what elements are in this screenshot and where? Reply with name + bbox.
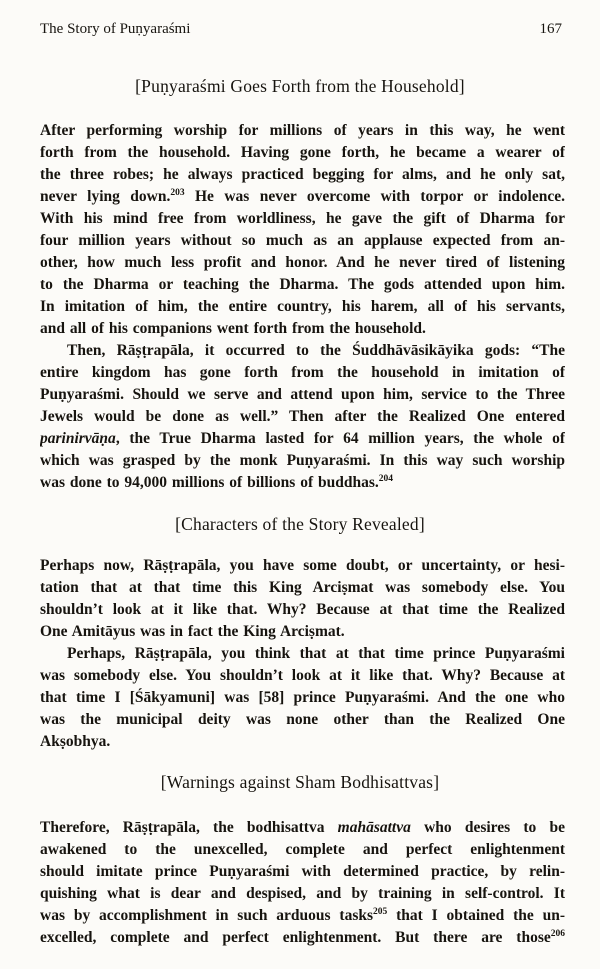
text-line: shouldn’t look at it like that. Why? Because at that time the Realized: [40, 601, 565, 618]
italic-term-parinirvana: parinirvāṇa: [40, 430, 116, 447]
text-segment: , the True Dharma lasted for 64 million years, the whole of: [115, 430, 565, 447]
text-segment: was done to 94,000 millions of billions of buddhas.: [40, 474, 379, 491]
text-segment: that I obtained the un-: [387, 907, 565, 924]
text-line: was somebody else. You shouldn’t look at it like that. Why? Because at: [40, 667, 565, 684]
text-line: to the Dharma or teaching the Dharma. The gods attended upon him.: [40, 276, 565, 293]
text-line: should imitate prince Puṇyaraśmi with determined practice, by relin-: [40, 863, 565, 880]
text-line: [40, 817, 565, 839]
text-segment: who desires to be: [410, 819, 565, 836]
italic-term-mahasattva: mahāsattva: [337, 819, 411, 836]
text-line: awakened to the unexcelled, complete and perfect enlightenment: [40, 841, 565, 858]
text-line: which was grasped by the monk Puṇyaraśmi. In this way such worship: [40, 452, 565, 469]
text-block-3: [0, 817, 600, 949]
text-line: and all of his companions went forth from the household.: [40, 320, 426, 337]
text-segment: was by accomplishment in such arduous tasks: [40, 907, 374, 924]
text-line: the three robes; he always practiced begging for alms, and he only sat,: [40, 166, 565, 183]
text-line: Perhaps now, Rāṣṭrapāla, you have some doubt, or uncertainty, or hesi-: [40, 557, 565, 574]
text-block-1: [0, 120, 600, 494]
text-line: [40, 905, 565, 927]
text-line: [40, 428, 565, 450]
text-line: quishing what is dear and despised, and by training in self-control. It: [40, 885, 565, 902]
text-line: Then, Rāṣṭrapāla, it occurred to the Śuddhāvāsikāyika gods: “The: [67, 342, 565, 359]
text-line: Puṇyaraśmi. Should we serve and attend upon him, service to the Three: [40, 386, 565, 403]
text-line: tation that at that time this King Arciṣmat was somebody else. You: [40, 579, 565, 596]
text-line: that time I [Śākyamuni] was [58] prince Puṇyaraśmi. And the one who: [40, 689, 565, 706]
section-heading-characters: [Characters of the Story Revealed]: [175, 514, 425, 534]
text-line: [40, 186, 565, 208]
section-heading-warnings: [Warnings against Sham Bodhisattvas]: [160, 772, 440, 792]
text-line: four million years without so much as an applause expected from an-: [40, 232, 565, 249]
footnote-ref-205: 205: [373, 906, 388, 917]
section-heading-going-forth: [Puṇyaraśmi Goes Forth from the Household]: [135, 76, 465, 96]
text-segment: Therefore, Rāṣṭrapāla, the bodhisattva: [40, 819, 338, 836]
page-number: 167: [539, 21, 562, 37]
text-line: With his mind free from worldliness, he gave the gift of Dharma for: [40, 210, 565, 227]
text-line: [40, 927, 565, 949]
text-line: [40, 472, 565, 494]
running-header-title: The Story of Puṇyaraśmi: [40, 21, 191, 37]
text-segment: excelled, complete and perfect enlightenment. But there are those: [40, 929, 551, 946]
text-line: Akṣobhya.: [40, 733, 111, 750]
text-line: was the municipal deity was none other than the Realized One: [40, 711, 565, 728]
running-header: [0, 0, 600, 38]
footnote-ref-206: 206: [550, 928, 565, 939]
text-line: One Amitāyus was in fact the King Arciṣmat.: [40, 623, 345, 640]
text-line: entire kingdom has gone forth from the household in imitation of: [40, 364, 565, 381]
text-segment: He was never overcome with torpor or indolence.: [184, 188, 565, 205]
text-line: Perhaps, Rāṣṭrapāla, you think that at that time prince Puṇyaraśmi: [67, 645, 565, 662]
footnote-ref-204: 204: [378, 473, 394, 484]
footnote-ref-203: 203: [170, 187, 185, 198]
text-line: In imitation of him, the entire country, his harem, all of his servants,: [40, 298, 565, 315]
text-block-2: [0, 555, 600, 753]
text-line: other, how much less profit and honor. And he never tired of listening: [40, 254, 565, 271]
text-line: After performing worship for millions of years in this way, he went: [40, 122, 565, 139]
text-line: Jewels would be done as well.” Then after the Realized One entered: [40, 408, 565, 425]
text-segment: never lying down.: [40, 188, 171, 205]
text-line: forth from the household. Having gone forth, he became a wearer of: [40, 144, 565, 161]
